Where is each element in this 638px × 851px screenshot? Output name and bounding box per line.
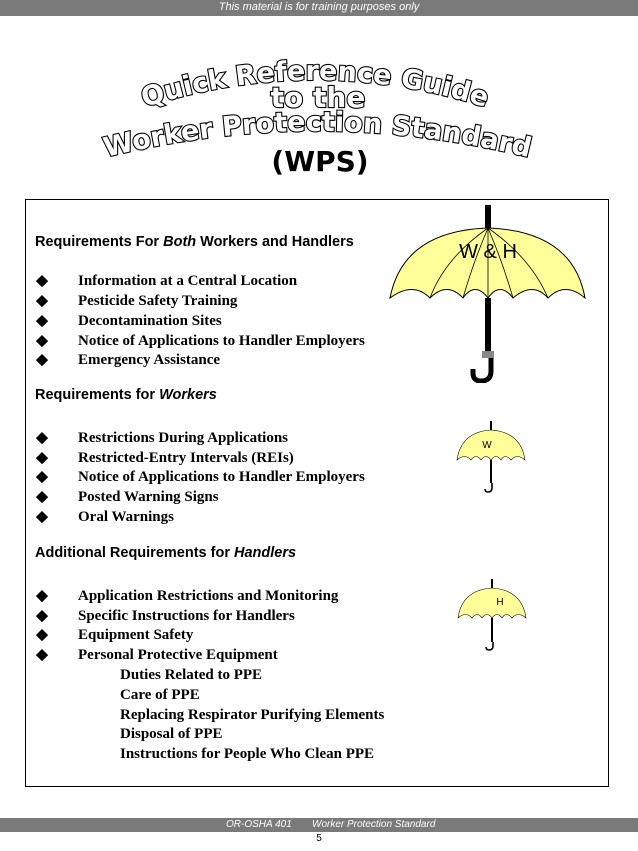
sub-list-item: Care of PPE — [120, 687, 200, 703]
sub-list-item: Instructions for People Who Clean PPE — [120, 746, 375, 762]
training-banner: This material is for training purposes only — [0, 0, 638, 16]
diamond-bullet-icon: ◆ — [36, 588, 48, 604]
umbrella-label: W & H — [459, 241, 517, 263]
diamond-bullet-icon: ◆ — [36, 313, 48, 329]
diamond-bullet-icon: ◆ — [36, 450, 48, 466]
sub-list-item: Replacing Respirator Purifying Elements — [120, 707, 385, 723]
umbrella-icon-workers-handlers — [385, 203, 595, 383]
umbrella-icon-handlers — [456, 578, 528, 653]
diamond-bullet-icon: ◆ — [36, 469, 48, 485]
page-number: 5 — [316, 833, 322, 844]
sub-list-item: Disposal of PPE — [120, 726, 223, 742]
diamond-bullet-icon: ◆ — [36, 627, 48, 643]
diamond-bullet-icon: ◆ — [36, 333, 48, 349]
title-line-2: to the — [270, 81, 366, 114]
diamond-bullet-icon: ◆ — [36, 509, 48, 525]
title-line-3: Worker Protection Standard — [100, 106, 535, 164]
sub-list-item: Duties Related to PPE — [120, 667, 263, 683]
umbrella-label: H — [496, 597, 504, 608]
title-line-4: (WPS) — [271, 145, 369, 178]
title-graphic — [0, 40, 638, 200]
diamond-bullet-icon: ◆ — [36, 430, 48, 446]
diamond-bullet-icon: ◆ — [36, 293, 48, 309]
diamond-bullet-icon: ◆ — [36, 608, 48, 624]
diamond-bullet-icon: ◆ — [36, 352, 48, 368]
umbrella-icon-workers — [455, 420, 527, 495]
diamond-bullet-icon: ◆ — [36, 489, 48, 505]
footer-course-title: Worker Protection Standard — [312, 819, 436, 830]
section-heading-workers: Requirements for Workers — [35, 387, 217, 403]
section-heading-handlers: Additional Requirements for Handlers — [35, 545, 297, 561]
title-line-1: Quick Reference Guide — [137, 55, 493, 114]
diamond-bullet-icon: ◆ — [36, 273, 48, 289]
section-heading-both: Requirements For Both Workers and Handlers — [35, 234, 354, 250]
footer-course: OR-OSHA 401 — [226, 819, 292, 830]
diamond-bullet-icon: ◆ — [36, 647, 48, 663]
umbrella-label: W — [482, 440, 492, 451]
footer-bar — [0, 818, 638, 832]
